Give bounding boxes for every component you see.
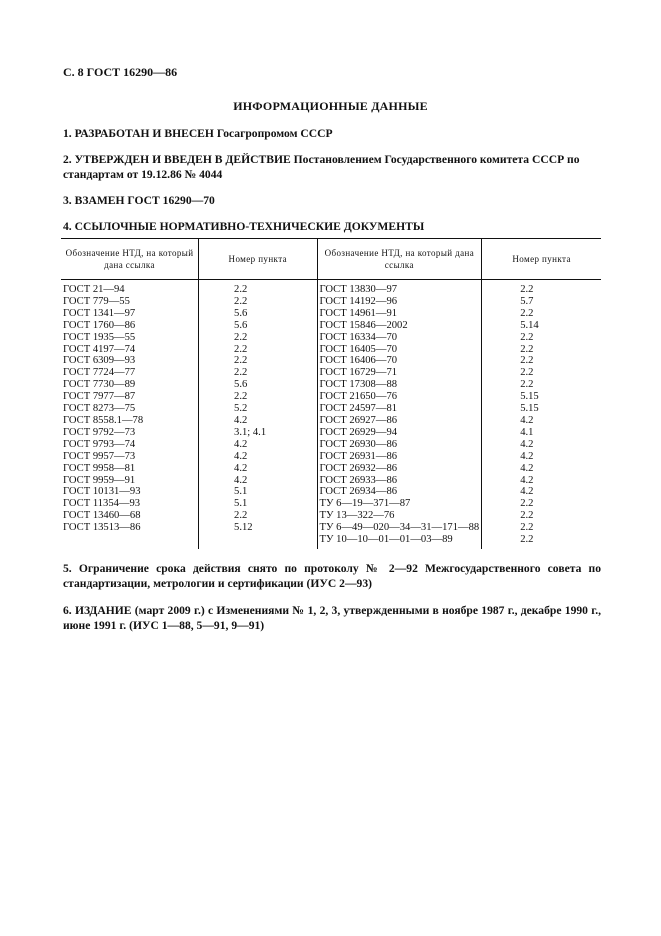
clause-number-cell xyxy=(482,320,601,332)
doc-designation-cell: ГОСТ 16334—70 xyxy=(317,332,482,344)
doc-designation-cell: ГОСТ 1341—97 xyxy=(63,307,136,319)
item-6-text: 6. ИЗДАНИЕ (март 2009 г.) с Изменениями № 1, 2, 3, утвержденными в ноябре 1987 г., декабре 1990 г., июне 1991 г. (ИУС 1—88, 5—91, 9—91) xyxy=(63,604,601,632)
doc-designation-cell: ГОСТ 10131—93 xyxy=(63,486,141,498)
table-row xyxy=(61,379,601,391)
item-5-text: 5. Ограничение срока действия снято по протоколу № 2—92 Межгосударственного совета по стандартизации, метрологии и сертификации (ИУС 2—93) xyxy=(63,562,601,590)
doc-designation-cell: ГОСТ 14961—91 xyxy=(317,308,482,320)
header-clause-2: Номер пункта xyxy=(482,239,601,280)
clause-number-cell xyxy=(199,534,318,549)
doc-designation-cell: ГОСТ 6309—93 xyxy=(63,355,136,367)
reference-table xyxy=(61,238,601,549)
clause-number: 2.2 xyxy=(520,331,534,343)
table-row xyxy=(61,284,601,296)
clause-number: 2.2 xyxy=(234,510,248,522)
clause-number-cell xyxy=(482,498,601,510)
clause-number: 2.2 xyxy=(234,343,248,355)
table-row xyxy=(61,451,601,463)
clause-number: 4.2 xyxy=(520,450,534,462)
clause-number-cell xyxy=(482,522,601,534)
table-row xyxy=(61,439,601,451)
clause-number: 5.1 xyxy=(234,498,248,510)
page-header: С. 8 ГОСТ 16290—86 xyxy=(63,65,178,79)
doc-designation-cell: ГОСТ 13460—68 xyxy=(63,510,141,522)
clause-number-cell xyxy=(199,475,318,487)
clause-number-cell xyxy=(199,344,318,356)
doc-designation-cell: ГОСТ 7730—89 xyxy=(63,379,136,391)
clause-number: 4.2 xyxy=(234,438,248,450)
clause-number-cell xyxy=(482,391,601,403)
clause-number: 2.2 xyxy=(234,295,248,307)
item-4-text: 4. ССЫЛОЧНЫЕ НОРМАТИВНО-ТЕХНИЧЕСКИЕ ДОКУМЕНТЫ xyxy=(63,220,425,233)
clause-number: 2.2 xyxy=(520,343,534,355)
clause-number: 5.6 xyxy=(234,379,248,391)
clause-number: 2.2 xyxy=(520,379,534,391)
clause-number-cell xyxy=(482,463,601,475)
clause-number: 2.2 xyxy=(234,331,248,343)
doc-designation-cell: ГОСТ 9957—73 xyxy=(63,450,136,462)
clause-number-cell xyxy=(199,451,318,463)
clause-number-cell xyxy=(199,486,318,498)
doc-designation-cell: ГОСТ 26929—94 xyxy=(317,427,482,439)
doc-designation-cell: ГОСТ 4197—74 xyxy=(63,343,136,355)
clause-number: 2.2 xyxy=(234,391,248,403)
clause-number: 4.2 xyxy=(520,462,534,474)
header-doc-2: Обозначение НТД, на который дана ссылка xyxy=(317,239,482,280)
doc-designation-cell: ГОСТ 7977—87 xyxy=(63,391,136,403)
table-row xyxy=(61,510,601,522)
clause-number-cell xyxy=(482,415,601,427)
clause-number-cell xyxy=(199,427,318,439)
doc-designation-cell: ГОСТ 24597—81 xyxy=(317,403,482,415)
doc-designation-cell: ГОСТ 1760—86 xyxy=(63,319,136,331)
clause-number: 5.14 xyxy=(520,319,539,331)
clause-number-cell xyxy=(199,391,318,403)
clause-number: 4.2 xyxy=(520,474,534,486)
item-2-heading: 2. УТВЕРЖДЕН И ВВЕДЕН В ДЕЙСТВИЕ xyxy=(63,153,291,166)
clause-number-cell xyxy=(199,498,318,510)
doc-designation-cell: ГОСТ 9792—73 xyxy=(63,426,136,438)
item-6 xyxy=(63,603,601,633)
item-3 xyxy=(63,193,601,208)
clause-number-cell xyxy=(199,510,318,522)
clause-number-cell xyxy=(482,296,601,308)
doc-designation-cell: ГОСТ 13513—86 xyxy=(63,522,141,534)
doc-designation-cell: ТУ 13—322—76 xyxy=(317,510,482,522)
clause-number-cell xyxy=(482,403,601,415)
item-5 xyxy=(63,561,601,591)
clause-number-cell xyxy=(482,367,601,379)
clause-number: 2.2 xyxy=(520,522,534,534)
doc-designation-cell: ГОСТ 8273—75 xyxy=(63,403,136,415)
clause-number: 4.2 xyxy=(520,486,534,498)
item-3-text: 3. ВЗАМЕН ГОСТ 16290—70 xyxy=(63,194,215,207)
doc-designation-cell: ГОСТ 26934—86 xyxy=(317,486,482,498)
clause-number-cell xyxy=(482,475,601,487)
doc-designation-cell: ГОСТ 9793—74 xyxy=(63,438,136,450)
clause-number-cell xyxy=(199,320,318,332)
doc-designation-cell: ТУ 6—19—371—87 xyxy=(317,498,482,510)
doc-designation-cell xyxy=(61,534,199,549)
item-1 xyxy=(63,126,601,141)
clause-number: 4.2 xyxy=(520,438,534,450)
table-body xyxy=(61,280,601,549)
clause-number-cell xyxy=(199,379,318,391)
clause-number-cell xyxy=(482,332,601,344)
clause-number: 4.1 xyxy=(520,426,534,438)
clause-number: 5.12 xyxy=(234,522,253,534)
doc-designation-cell: ГОСТ 26932—86 xyxy=(317,463,482,475)
doc-designation-cell: ГОСТ 26933—86 xyxy=(317,475,482,487)
clause-number: 4.2 xyxy=(234,450,248,462)
item-1-text: Госагропромом СССР xyxy=(213,127,333,140)
doc-designation-cell: ГОСТ 14192—96 xyxy=(317,296,482,308)
doc-designation-cell: ГОСТ 13830—97 xyxy=(317,284,482,296)
clause-number-cell xyxy=(482,534,601,549)
clause-number-cell xyxy=(482,439,601,451)
clause-number-cell xyxy=(199,332,318,344)
table-row xyxy=(61,475,601,487)
table-row xyxy=(61,403,601,415)
doc-designation-cell: ГОСТ 11354—93 xyxy=(63,498,141,510)
clause-number: 2.2 xyxy=(234,367,248,379)
table-row xyxy=(61,498,601,510)
doc-designation-cell: ГОСТ 17308—88 xyxy=(317,379,482,391)
clause-number-cell xyxy=(482,379,601,391)
table-row xyxy=(61,486,601,498)
doc-designation-cell: ГОСТ 16405—70 xyxy=(317,344,482,356)
clause-number: 5.6 xyxy=(234,307,248,319)
clause-number: 4.2 xyxy=(520,414,534,426)
doc-designation-cell: ГОСТ 1935—55 xyxy=(63,331,136,343)
table-row xyxy=(61,355,601,367)
clause-number: 5.7 xyxy=(520,295,534,307)
doc-designation-cell: ГОСТ 8558.1—78 xyxy=(63,414,144,426)
doc-designation-cell: ТУ 6—49—020—34—31—171—88 xyxy=(317,522,482,534)
clause-number: 2.2 xyxy=(520,498,534,510)
table-row xyxy=(61,463,601,475)
doc-designation-cell: ГОСТ 21—94 xyxy=(63,284,125,295)
doc-designation-cell: ГОСТ 26927—86 xyxy=(317,415,482,427)
clause-number-cell xyxy=(482,510,601,522)
clause-number: 4.2 xyxy=(234,414,248,426)
doc-designation-cell: ГОСТ 9959—91 xyxy=(63,474,136,486)
clause-number: 2.2 xyxy=(520,284,534,295)
table-row xyxy=(61,415,601,427)
table-row xyxy=(61,427,601,439)
doc-designation-cell: ГОСТ 16406—70 xyxy=(317,355,482,367)
table-row xyxy=(61,296,601,308)
clause-number: 2.2 xyxy=(520,510,534,522)
table-row xyxy=(61,367,601,379)
clause-number: 2.2 xyxy=(234,284,248,295)
item-2-text: Постановлением Государственного комитета СССР по стандартам от 19.12.86 № 4044 xyxy=(63,153,580,181)
clause-number-cell xyxy=(482,308,601,320)
item-4 xyxy=(63,219,601,234)
doc-designation-cell: ТУ 10—10—01—01—03—89 xyxy=(317,534,482,549)
clause-number: 5.6 xyxy=(234,319,248,331)
table-row xyxy=(61,332,601,344)
clause-number-cell xyxy=(199,367,318,379)
page-title: ИНФОРМАЦИОННЫЕ ДАННЫЕ xyxy=(233,99,428,113)
header-clause-1: Номер пункта xyxy=(199,239,318,280)
clause-number-cell xyxy=(199,403,318,415)
clause-number-cell xyxy=(482,427,601,439)
clause-number-cell xyxy=(199,355,318,367)
doc-designation-cell: ГОСТ 16729—71 xyxy=(317,367,482,379)
clause-number: 5.1 xyxy=(234,486,248,498)
clause-number-cell xyxy=(199,296,318,308)
clause-number: 4.2 xyxy=(234,462,248,474)
doc-designation-cell: ГОСТ 7724—77 xyxy=(63,367,136,379)
clause-number: 5.15 xyxy=(520,403,539,415)
clause-number: 5.2 xyxy=(234,403,248,415)
clause-number-cell xyxy=(482,451,601,463)
table-row xyxy=(61,320,601,332)
table-row xyxy=(61,534,601,549)
clause-number-cell xyxy=(199,439,318,451)
doc-designation-cell: ГОСТ 21650—76 xyxy=(317,391,482,403)
clause-number-cell xyxy=(199,308,318,320)
doc-designation-cell: ГОСТ 15846—2002 xyxy=(317,320,482,332)
header-doc-1: Обозначение НТД, на который дана ссылка xyxy=(61,239,199,280)
doc-designation-cell: ГОСТ 26931—86 xyxy=(317,451,482,463)
clause-number-cell xyxy=(199,463,318,475)
clause-number-cell xyxy=(482,284,601,296)
clause-number-cell xyxy=(199,522,318,534)
clause-number-cell xyxy=(482,486,601,498)
clause-number-cell xyxy=(199,415,318,427)
doc-designation-cell: ГОСТ 779—55 xyxy=(63,295,130,307)
item-1-heading: 1. РАЗРАБОТАН И ВНЕСЕН xyxy=(63,127,214,140)
clause-number-cell xyxy=(482,355,601,367)
clause-number-cell xyxy=(199,284,318,296)
doc-designation-cell: ГОСТ 26930—86 xyxy=(317,439,482,451)
doc-designation-cell: ГОСТ 9958—81 xyxy=(63,462,136,474)
clause-number: 2.2 xyxy=(520,355,534,367)
clause-number: 2.2 xyxy=(520,367,534,379)
table-row xyxy=(61,522,601,534)
clause-number: 2.2 xyxy=(234,355,248,367)
table-row xyxy=(61,308,601,320)
clause-number: 2.2 xyxy=(520,534,534,546)
item-2 xyxy=(63,152,601,182)
clause-number: 4.2 xyxy=(234,474,248,486)
clause-number-cell xyxy=(482,344,601,356)
clause-number: 3.1; 4.1 xyxy=(234,426,267,438)
clause-number: 5.15 xyxy=(520,391,539,403)
table-row xyxy=(61,391,601,403)
clause-number: 2.2 xyxy=(520,307,534,319)
table-row xyxy=(61,344,601,356)
table-header-row xyxy=(61,239,601,280)
